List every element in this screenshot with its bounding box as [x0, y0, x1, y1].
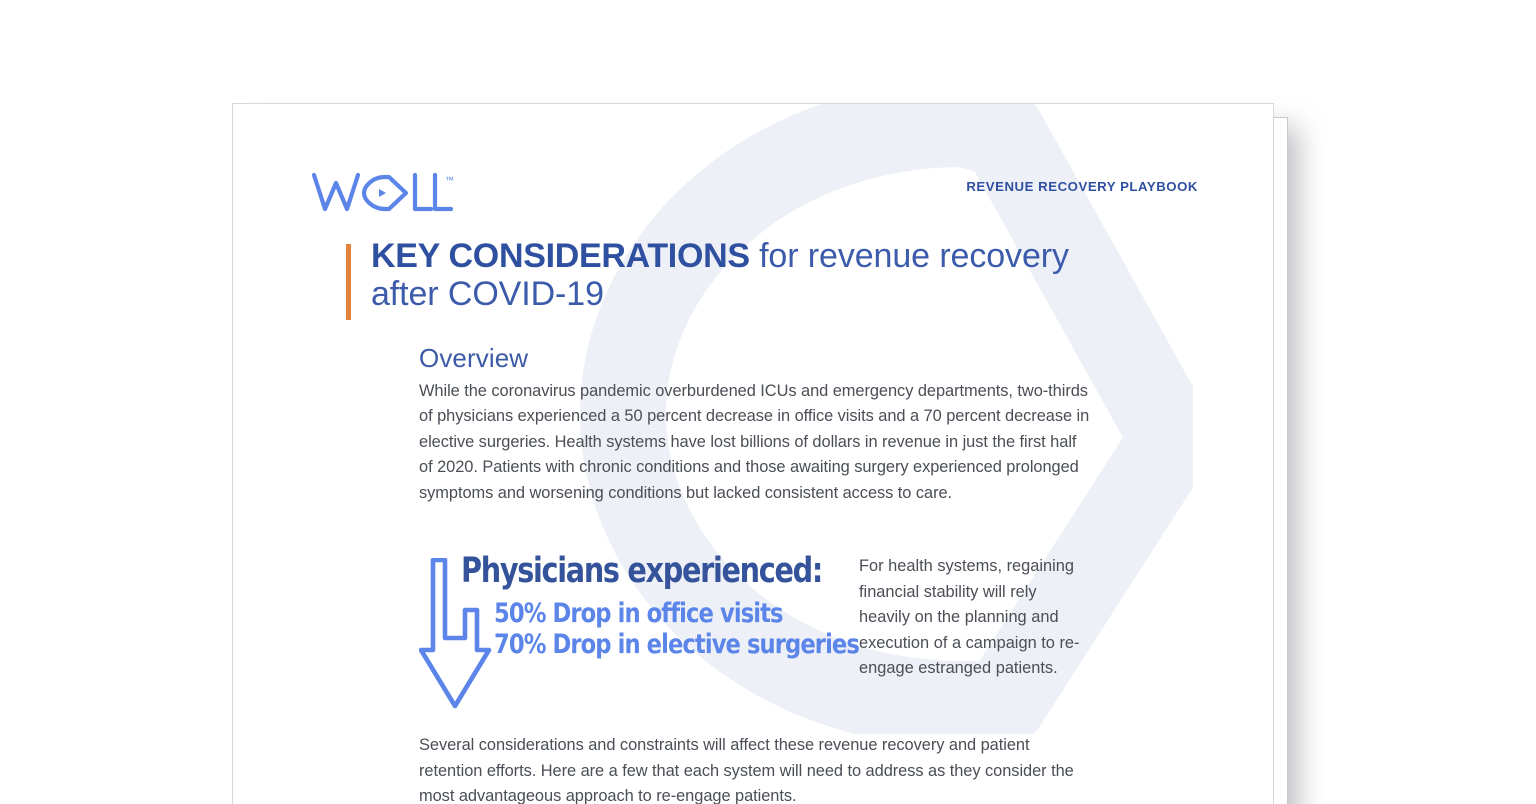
document-page-stack	[232, 103, 1288, 804]
overview-paragraph: While the coronavirus pandemic overburdened ICUs and emergency departments, two-thirds of physicians experienced a 50 percent decrease in office visits and a 70 percent decrease in elective surgeries. Health systems have lost billions of dollars in revenue in just the first half of 2020. Patients with chronic conditions and those awaiting surgery experienced prolonged symptoms and worsening conditions but lacked consistent access to care.	[419, 381, 1090, 502]
overview-section	[419, 344, 1091, 506]
overview-heading: Overview	[419, 343, 529, 373]
statistic-elective-surgeries: 70% Drop in elective surgeries	[494, 629, 859, 661]
side-callout-text: For health systems, regaining financial stability will rely heavily on the planning and execution of a campaign to re-engage estranged patients.	[859, 557, 1080, 677]
statistics-headline: Physicians experienced:	[461, 551, 823, 591]
page-content	[233, 104, 1273, 804]
playbook-label: REVENUE RECOVERY PLAYBOOK	[966, 179, 1198, 194]
document-page-front	[232, 103, 1274, 804]
page-title-bold: KEY CONSIDERATIONS	[371, 237, 750, 275]
svg-text:™: ™	[445, 175, 454, 185]
title-block	[346, 237, 1086, 313]
title-accent-bar	[346, 244, 351, 320]
statistics-text-block	[461, 551, 881, 661]
page-title-rest: for revenue recovery after COVID-19	[371, 237, 1069, 314]
well-logo[interactable]	[311, 169, 457, 217]
statistic-office-visits: 50% Drop in office visits	[494, 598, 783, 629]
closing-paragraph: Several considerations and constraints will affect these revenue recovery and patient retention efforts. Here are a few that each system will need to address as they consider the most advantageous approach to re-engage patients.	[419, 736, 1074, 804]
page-title	[371, 237, 1086, 313]
